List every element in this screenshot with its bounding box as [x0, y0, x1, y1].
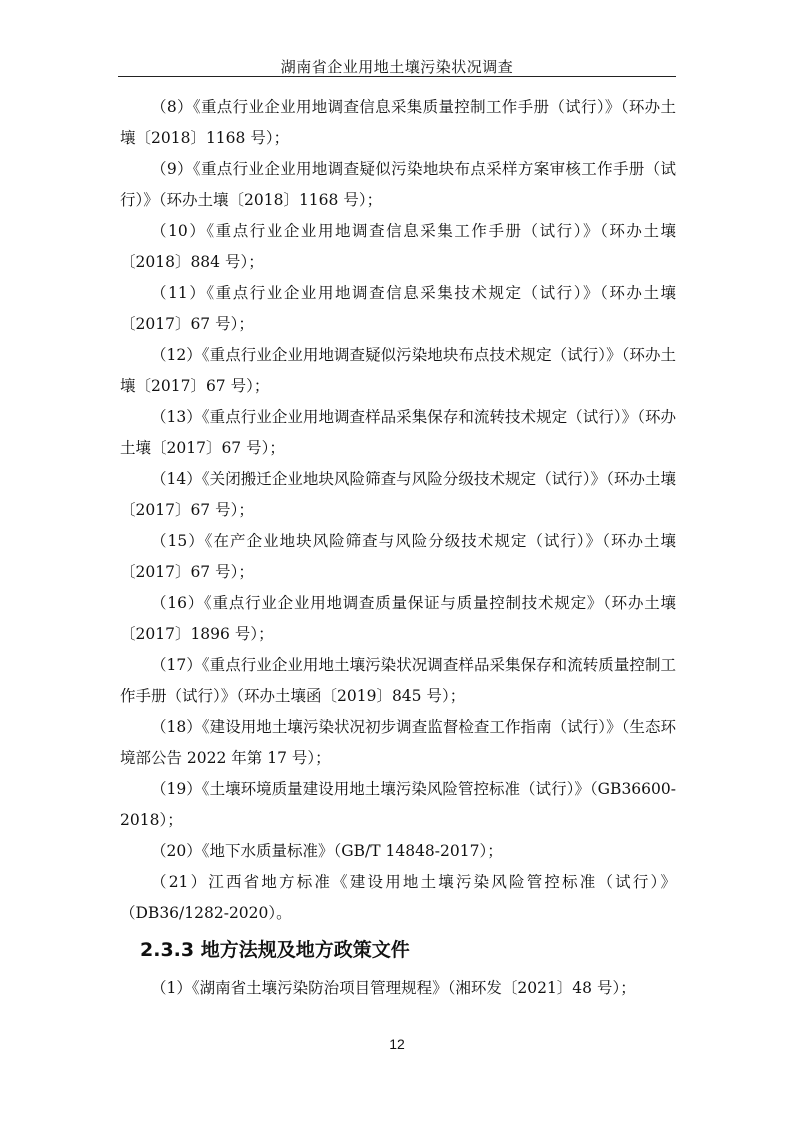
running-header-title: 湖南省企业用地土壤污染状况调查 [280, 58, 514, 76]
section-heading: 2.3.3 地方法规及地方政策文件 [140, 939, 410, 961]
header-divider [118, 76, 676, 77]
reference-item: （19）《土壤环境质量建设用地土壤污染风险管控标准（试行）》（GB36600-2018）； [120, 780, 676, 829]
reference-item: （10）《重点行业企业用地调查信息采集工作手册（试行）》（环办土壤〔2018〕884 号）； [120, 222, 676, 271]
page-number: 12 [389, 1036, 405, 1052]
reference-item: （12）《重点行业企业用地调查疑似污染地块布点技术规定（试行）》（环办土壤〔2017〕67 号）； [120, 346, 676, 395]
reference-item: （15）《在产企业地块风险筛查与风险分级技术规定（试行）》（环办土壤〔2017〕67 号）； [120, 532, 676, 581]
reference-item: （18）《建设用地土壤污染状况初步调查监督检查工作指南（试行）》（生态环境部公告 2022 年第 17 号）； [120, 718, 676, 767]
reference-item: （8）《重点行业企业用地调查信息采集质量控制工作手册（试行）》（环办土壤〔2018〕1168 号）； [120, 98, 676, 147]
reference-item: （20）《地下水质量标准》（GB/T 14848-2017）； [151, 842, 503, 860]
local-regulation-item: （1）《湖南省土壤污染防治项目管理规程》（湘环发〔2021〕48 号）； [151, 979, 636, 997]
reference-item: （13）《重点行业企业用地调查样品采集保存和流转技术规定（试行）》（环办土壤〔2017〕67 号）； [120, 408, 676, 457]
reference-item: （11）《重点行业企业用地调查信息采集技术规定（试行）》（环办土壤〔2017〕67 号）； [120, 284, 676, 333]
reference-item: （21）江西省地方标准《建设用地土壤污染风险管控标准（试行）》（DB36/1282-2020）。 [120, 873, 676, 922]
reference-item: （14）《关闭搬迁企业地块风险筛查与风险分级技术规定（试行）》（环办土壤〔2017〕67 号）； [120, 470, 676, 519]
reference-item: （17）《重点行业企业用地土壤污染状况调查样品采集保存和流转质量控制工作手册（试行）》（环办土壤函〔2019〕845 号）； [120, 656, 676, 705]
reference-item: （9）《重点行业企业用地调查疑似污染地块布点采样方案审核工作手册（试行）》（环办土壤〔2018〕1168 号）； [120, 160, 676, 209]
reference-item: （16）《重点行业企业用地调查质量保证与质量控制技术规定》（环办土壤〔2017〕1896 号）； [120, 594, 676, 643]
document-body [120, 92, 676, 1004]
